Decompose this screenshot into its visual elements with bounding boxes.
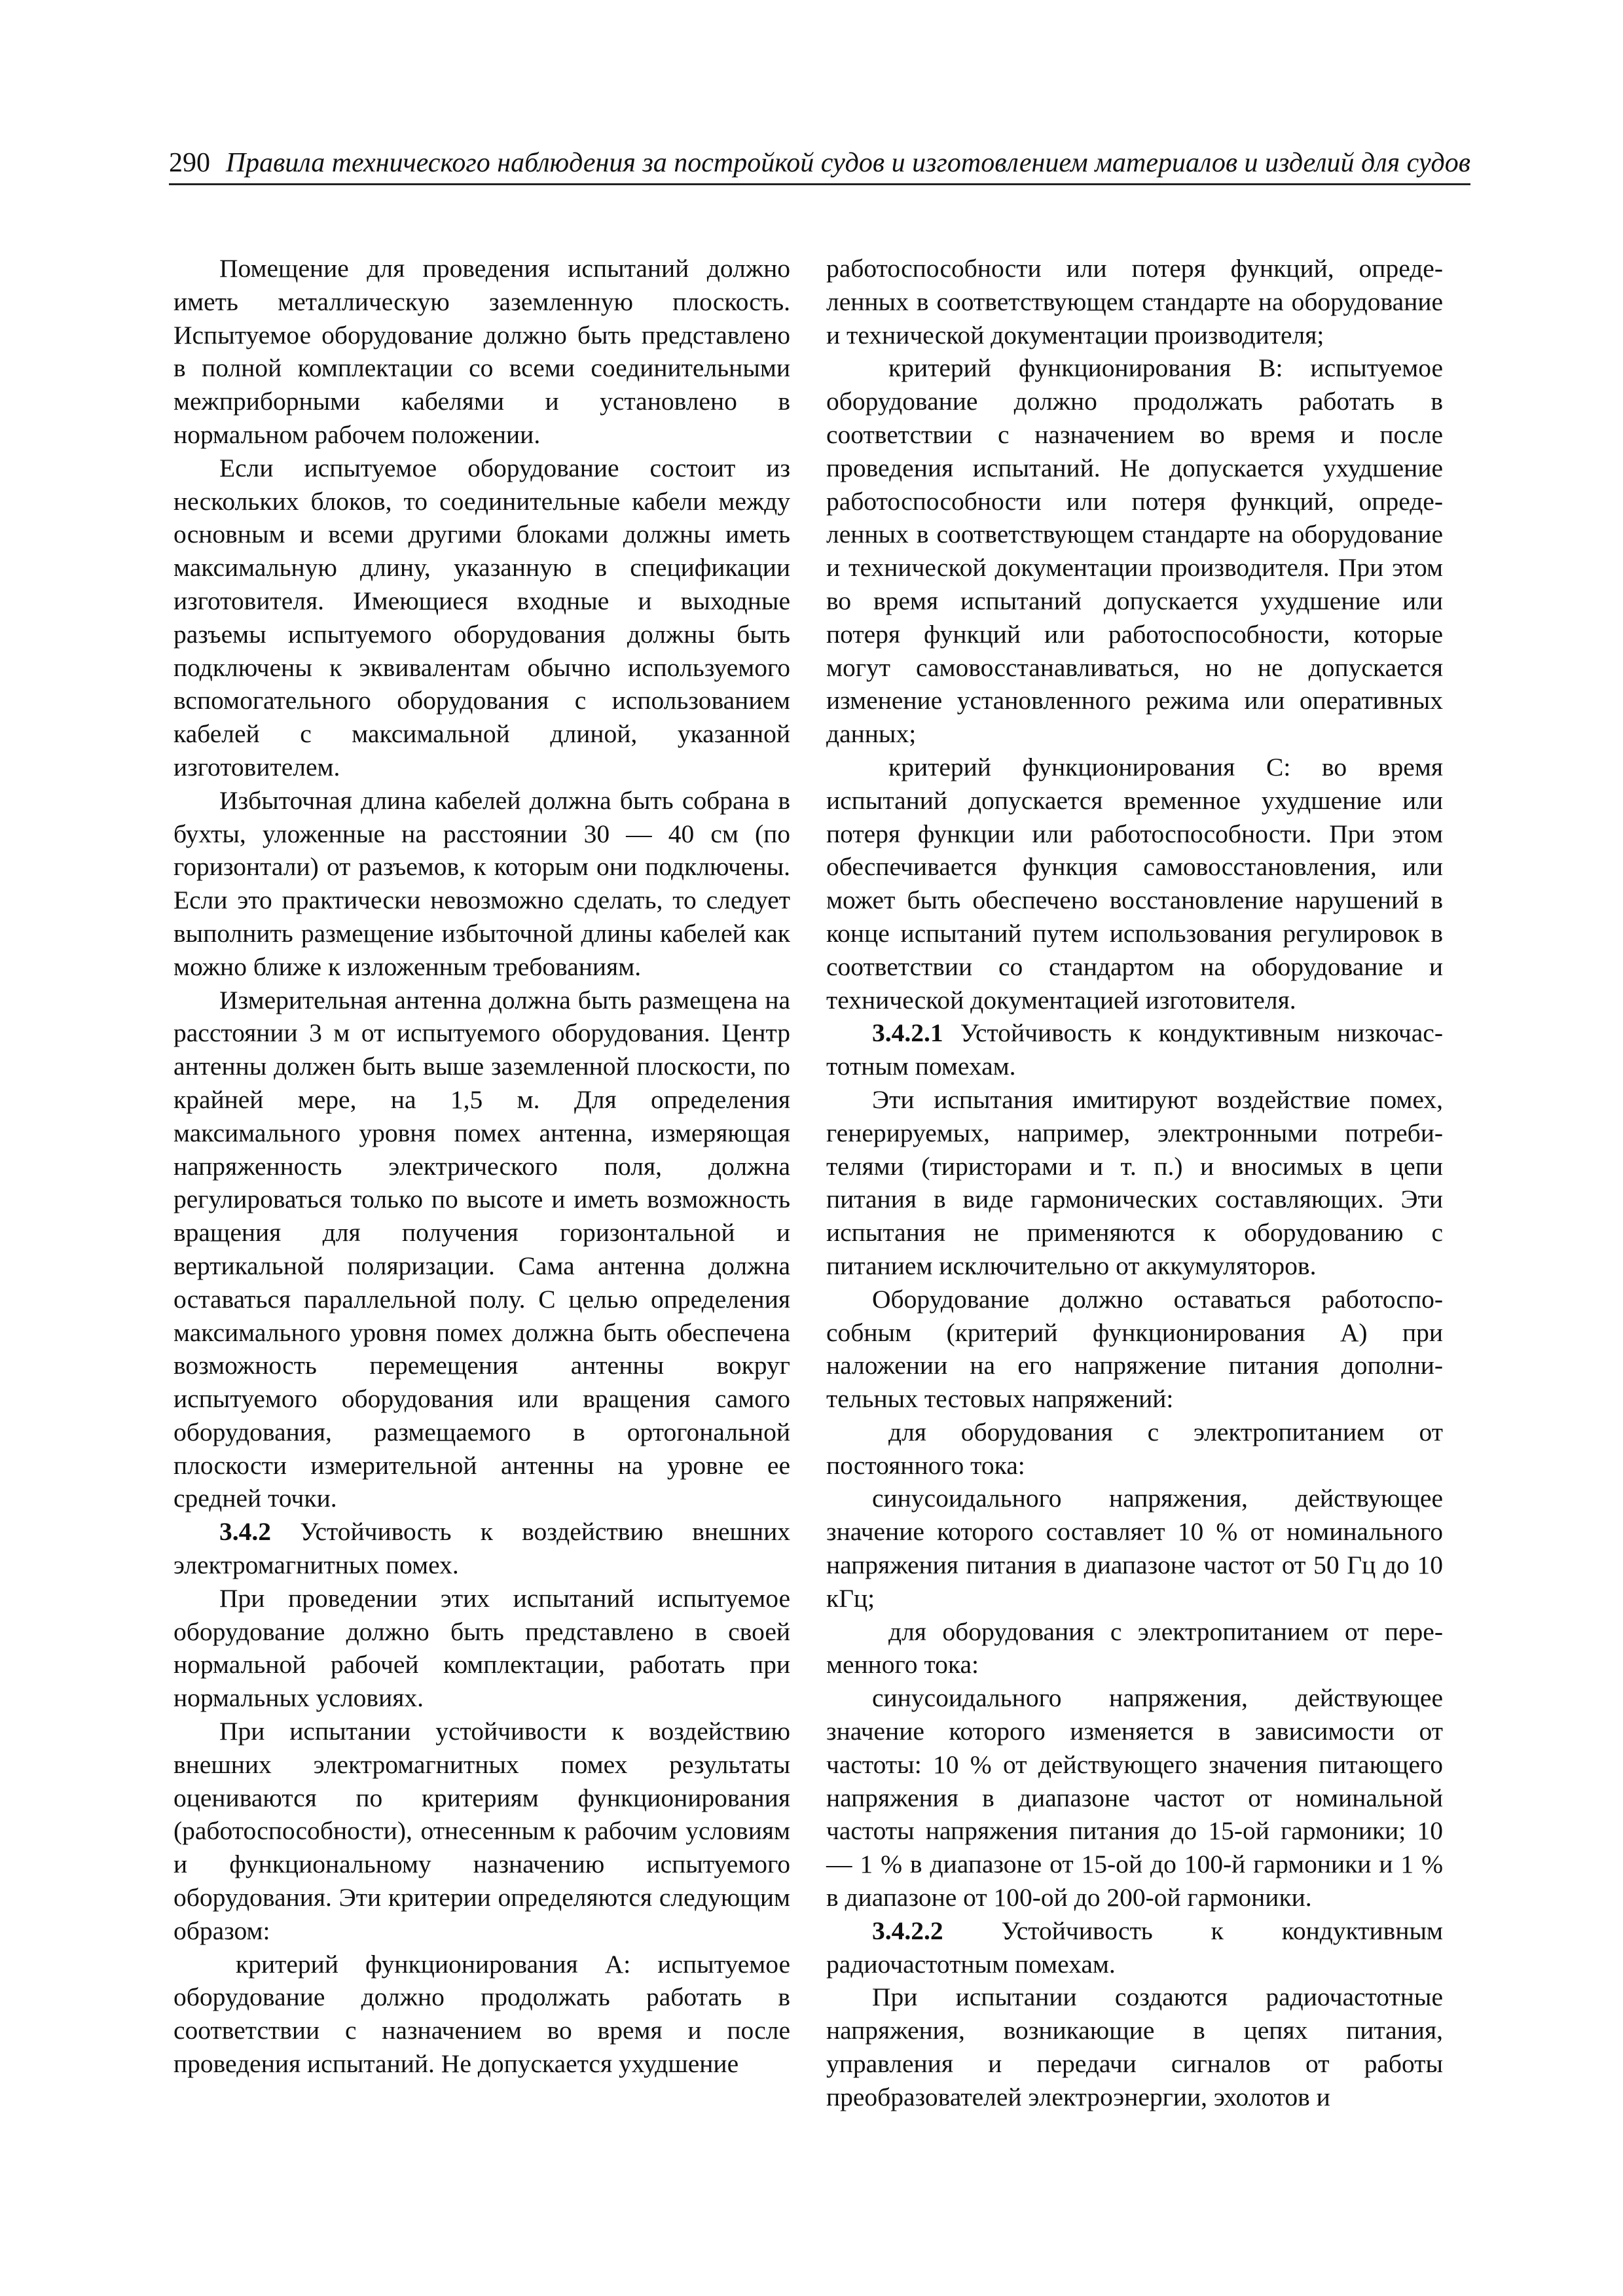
paragraph-text: Устойчивость к кондуктивным радиочастотным помехам. xyxy=(826,1916,1443,1979)
paragraph-text: критерий функционирования В: испытуемое оборудование должно продолжать работать в соответствии с назначением во время и после проведения испытаний. Не допускается ухудшение работоспособности или потеря функций, определенных в соответствующем стандарте на оборудование и технической документации производителя. При этом во время испытаний допускается ухудшение или потеря функций или работоспособности, которые могут самовосстанавливаться, но не допускается изменение установленного режима или оперативных данных; xyxy=(826,353,1443,749)
paragraph-text: Если испытуемое оборудование состоит из нескольких блоков, то соединительные кабели между основным и всеми другими блоками должны иметь максимальную длину, указанную в спецификации изготовителя. Имеющиеся входные и выходные разъемы испытуемого оборудования должны быть подключены к эквивалентам обычно используемого вспомогательного оборудования с использованием кабелей с максимальной длиной, указанной изготовителем. xyxy=(173,453,790,781)
section-heading xyxy=(826,1016,1443,1083)
paragraph xyxy=(826,1615,1443,1682)
paragraph-text: Оборудование должно оставаться работоспособным (критерий функционирования А) при наложении на его напряжение питания дополнительных тестовых напряжений: xyxy=(826,1284,1443,1414)
paragraph-text: Устойчивость к воздействию внешних электромагнитных помех. xyxy=(173,1517,790,1580)
paragraph xyxy=(173,784,790,984)
paragraph-text: для оборудования с электропитанием от переменного тока: xyxy=(826,1617,1443,1679)
left-column xyxy=(173,252,790,2081)
paragraph-text: При испытании устойчивости к воздействию внешних электромагнитных помех результаты оцениваются по критериям функционирования (работоспособности), отнесенным к рабочим условиям и функциональному назначению испытуемого оборудования. Эти критерии определяются следующим образом: xyxy=(173,1717,790,1945)
paragraph xyxy=(826,1416,1443,1482)
paragraph-text: Эти испытания имитируют воздействие помех, генерируемых, например, электронными потребителями (тиристорами и т. п.) и вносимых в цепи питания в виде гармонических составляющих. Эти испытания не применяются к оборудованию с питанием исключительно от аккумуляторов. xyxy=(826,1085,1443,1280)
paragraph xyxy=(173,252,790,452)
paragraph xyxy=(826,1981,1443,2113)
paragraph xyxy=(826,252,1443,351)
paragraph-text: работоспособности или потеря функций, определенных в соответствующем стандарте на оборудование и технической документации производителя; xyxy=(826,254,1443,350)
paragraph xyxy=(173,1715,790,1948)
paragraph-text: синусоидального напряжения, действующее значение которого составляет 10 % от номинального напряжения питания в диапазоне частот от 50 Гц до 10 кГц; xyxy=(826,1484,1443,1613)
paragraph-text: Избыточная длина кабелей должна быть собрана в бухты, уложенные на расстоянии 30 — 40 см (по горизонтали) от разъемов, к которым они подключены. Если это практически невозможно сделать, то следует выполнить размещение избыточной длины кабелей как можно ближе к изложенным требованиям. xyxy=(173,785,790,981)
section-number: 3.4.2 xyxy=(219,1517,271,1547)
paragraph-text: критерий функционирования А: испытуемое оборудование должно продолжать работать в соответствии с назначением во время и после проведения испытаний. Не допускается ухудшение xyxy=(173,1949,790,2079)
running-title: Правила технического наблюдения за постройкой судов и изготовлением материалов и изделий для судов xyxy=(225,148,1470,178)
paragraph xyxy=(826,1083,1443,1283)
paragraph-text: синусоидального напряжения, действующее значение которого изменяется в зависимости от частоты: 10 % от действующего значения питающего напряжения в диапазоне частот от номинальной частоты напряжения питания до 15-ой гармоники; 10 — 1 % в диапазоне от 15-ой до 100-й гармоники и 1 % в диапазоне от 100-ой до 200-ой гармоники. xyxy=(826,1683,1443,1912)
paragraph xyxy=(173,452,790,784)
paragraph-text: При испытании создаются радиочастотные напряжения, возникающие в цепях питания, управления и передачи сигналов от работы преобразователей электроэнергии, эхолотов и xyxy=(826,1982,1443,2111)
paragraph-text: Измерительная антенна должна быть размещена на расстоянии 3 м от испытуемого оборудования. Центр антенны должен быть выше заземленной плоскости, по крайней мере, на 1,5 м. Для определения максимального уровня помех антенна, измеряющая напряженность электрического поля, должна регулироваться только по высоте и иметь возможность вращения для получения горизонтальной и вертикальной поляризации. Сама антенна должна оставаться параллельной полу. С целью определения максимального уровня помех должна быть обеспечена возможность перемещения антенны вокруг испытуемого оборудования или вращения самого оборудования, размещаемого в ортогональной плоскости измерительной антенны на уровне ее средней точки. xyxy=(173,985,790,1513)
section-number: 3.4.2.2 xyxy=(872,1916,943,1945)
paragraph xyxy=(826,751,1443,1016)
paragraph xyxy=(173,1582,790,1715)
right-column xyxy=(826,252,1443,2114)
page-number: 290 xyxy=(169,148,210,178)
paragraph xyxy=(826,1482,1443,1615)
page-header xyxy=(169,145,1470,185)
section-heading xyxy=(173,1515,790,1582)
section-heading xyxy=(826,1914,1443,1981)
paragraph xyxy=(173,984,790,1516)
section-number: 3.4.2.1 xyxy=(872,1018,943,1048)
paragraph xyxy=(826,351,1443,751)
paragraph xyxy=(173,1948,790,2081)
paragraph-text: Устойчивость к кондуктивным низкочастотным помехам. xyxy=(826,1018,1443,1081)
paragraph-text: для оборудования с электропитанием от постоянного тока: xyxy=(826,1417,1443,1480)
paragraph-text: При проведении этих испытаний испытуемое оборудование должно быть представлено в своей нормальной рабочей комплектации, работать при нормальных условиях. xyxy=(173,1583,790,1713)
paragraph-text: Помещение для проведения испытаний должно иметь металлическую заземленную плоскость. Испытуемое оборудование должно быть представлено в полной комплектации со всеми соединительными межприборными кабелями и установлено в нормальном рабочем положении. xyxy=(173,254,790,449)
paragraph xyxy=(826,1283,1443,1416)
paragraph-text: критерий функционирования С: во время испытаний допускается временное ухудшение или потеря функции или работоспособности. При этом обеспечивается функция самовосстановления, или может быть обеспечено восстановление нарушений в конце испытаний путем использования регулировок в соответствии со стандартом на оборудование и технической документацией изготовителя. xyxy=(826,752,1443,1014)
paragraph xyxy=(826,1681,1443,1914)
